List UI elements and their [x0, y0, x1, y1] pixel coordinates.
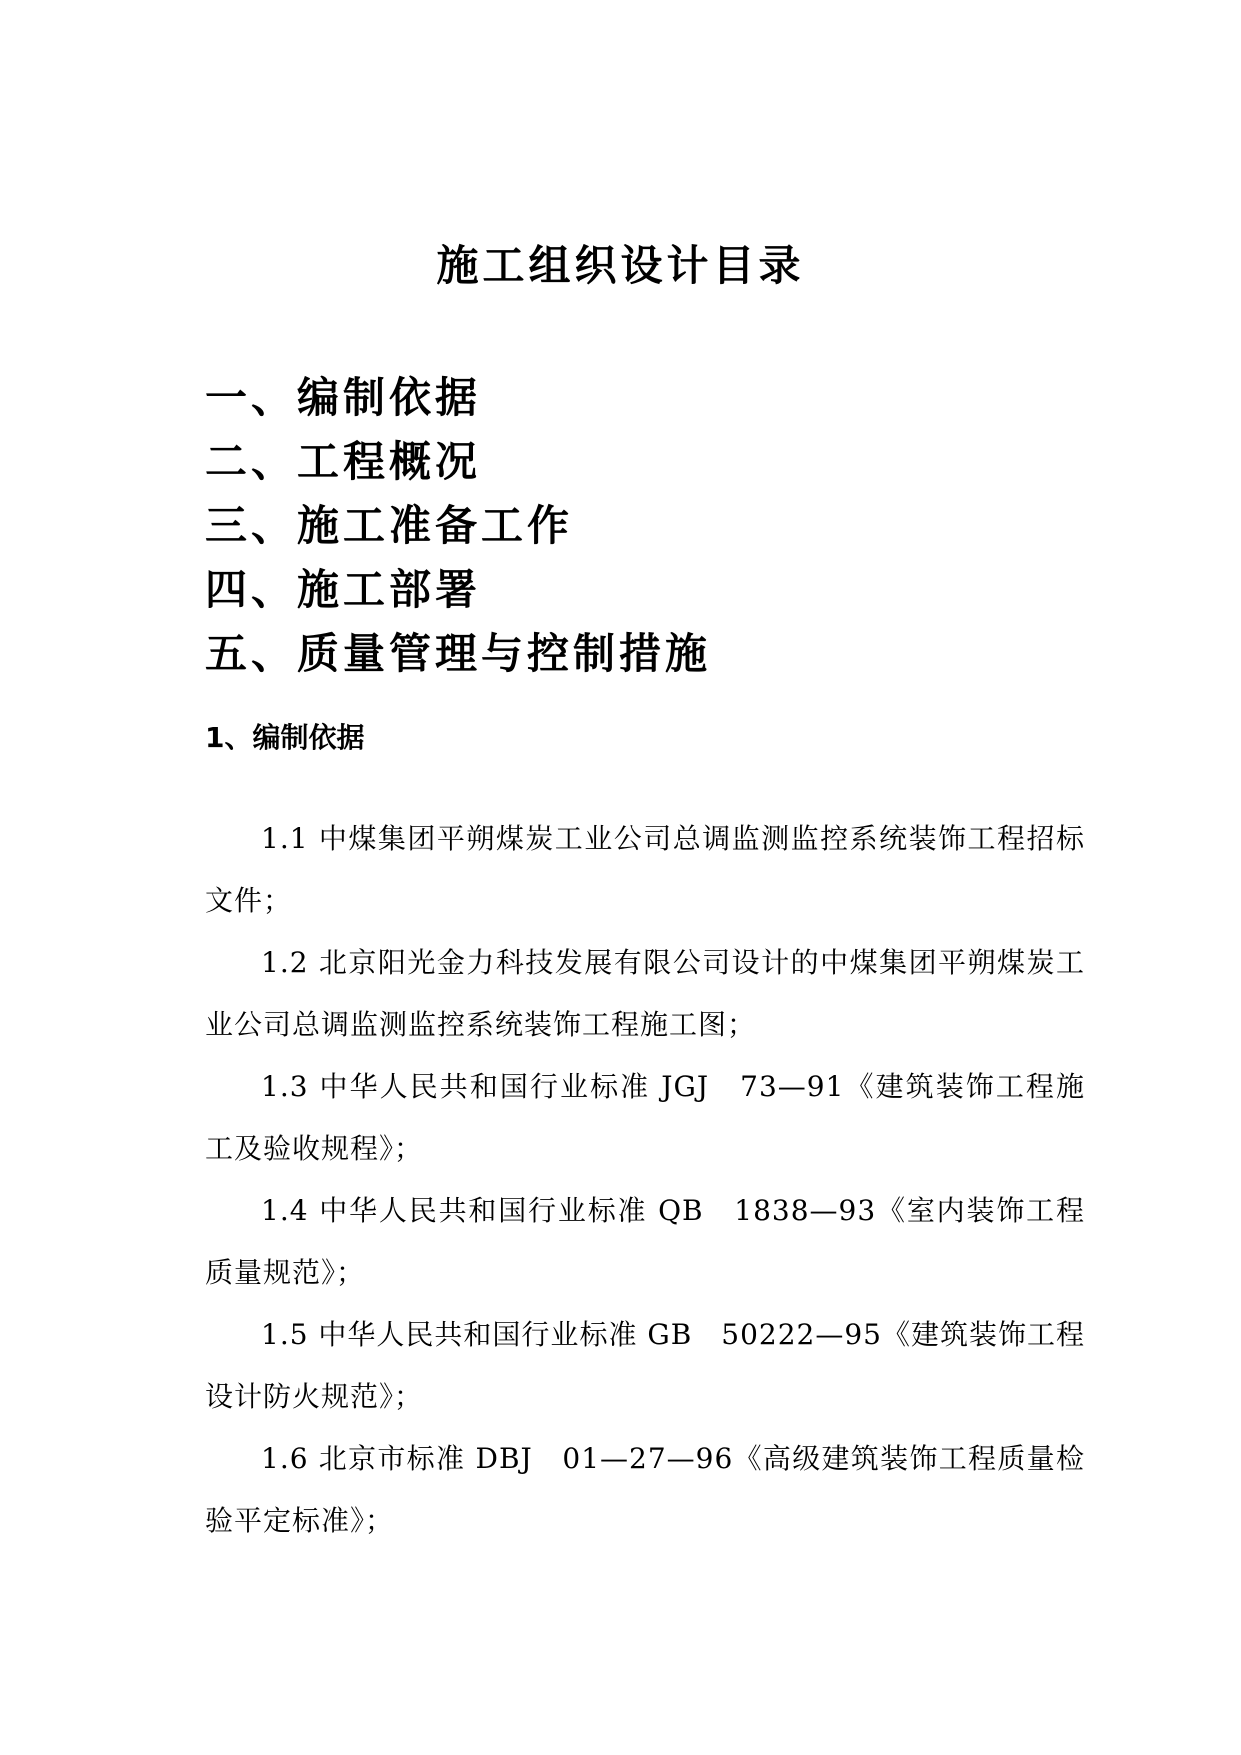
paragraph: 1.2 北京阳光金力科技发展有限公司设计的中煤集团平朔煤炭工业公司总调监测监控系统装饰工程施工图；: [205, 946, 1085, 1041]
table-of-contents: [205, 366, 711, 686]
toc-item: 一、编制依据: [205, 373, 482, 422]
paragraph: 1.3 中华人民共和国行业标准 JGJ 73—91《建筑装饰工程施工及验收规程》；: [205, 1070, 1085, 1165]
toc-item: 三、施工准备工作: [205, 501, 574, 550]
paragraph: 1.4 中华人民共和国行业标准 QB 1838—93《室内装饰工程质量规范》；: [205, 1194, 1085, 1289]
paragraph: 1.5 中华人民共和国行业标准 GB 50222—95《建筑装饰工程设计防火规范》；: [205, 1318, 1085, 1413]
document-title: 施工组织设计目录: [436, 241, 805, 290]
toc-item: 四、施工部署: [205, 565, 482, 614]
toc-item: 二、工程概况: [205, 437, 482, 486]
section-heading: 1、编制依据: [205, 721, 365, 754]
paragraph: 1.6 北京市标准 DBJ 01—27—96《高级建筑装饰工程质量检验平定标准》；: [205, 1442, 1085, 1537]
paragraph: 1.1 中煤集团平朔煤炭工业公司总调监测监控系统装饰工程招标文件；: [205, 822, 1085, 917]
toc-item: 五、质量管理与控制措施: [205, 629, 712, 678]
section-body: [205, 808, 1085, 1552]
